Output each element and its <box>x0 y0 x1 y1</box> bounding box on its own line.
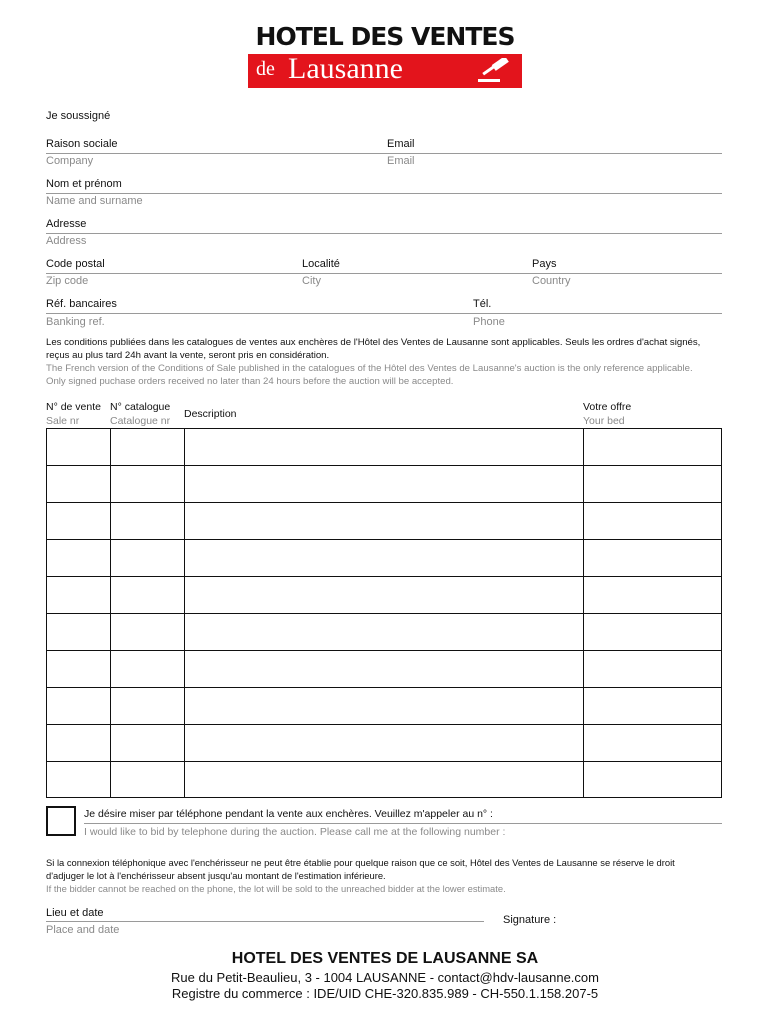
logo-city: Lausanne <box>288 52 403 85</box>
place-date-sub: Place and date <box>46 924 120 936</box>
bank-sub: Banking ref. <box>46 316 105 328</box>
zip-sub: Zip code <box>46 275 89 287</box>
bank-phone-line[interactable] <box>46 313 722 314</box>
col-description-label: Description <box>184 408 237 420</box>
footer-address: Rue du Petit-Beaulieu, 3 - 1004 LAUSANNE - contact@hdv-lausanne.com <box>171 970 599 985</box>
telephone-number-line[interactable] <box>84 823 722 824</box>
notice-fr-line1: Si la connexion téléphonique avec l'enchérisseur ne peut être établie pour quelque raison que ce soit, Hôtel des Ventes de Lausanne se réserve le droit <box>46 857 675 868</box>
col-sale-sub: Sale nr <box>46 415 80 427</box>
col-offer-sub: Your bed <box>583 415 625 427</box>
address-label: Adresse <box>46 218 87 230</box>
bank-label: Réf. bancaires <box>46 298 117 310</box>
table-row-divider <box>47 539 721 540</box>
col-sale-label: N° de vente <box>46 401 101 413</box>
place-date-line[interactable] <box>46 921 484 922</box>
table-row-divider <box>47 502 721 503</box>
company-email-line[interactable] <box>46 153 722 154</box>
company-sub: Company <box>46 155 94 167</box>
col-offer-label: Votre offre <box>583 401 632 413</box>
notice-fr-line2: d'adjuger le lot à l'enchérisseur absent jusqu'au montant de l'estimation inférieure. <box>46 870 386 881</box>
country-sub: Country <box>532 275 571 287</box>
telephone-en: I would like to bid by telephone during the auction. Please call me at the following number : <box>84 826 506 838</box>
conditions-en-line2: Only signed puchase orders received no later than 24 hours before the auction will be accepted. <box>46 376 454 387</box>
logo-de: de <box>256 58 275 80</box>
address-line[interactable] <box>46 233 722 234</box>
address-sub: Address <box>46 235 87 247</box>
telephone-fr: Je désire miser par téléphone pendant la vente aux enchères. Veuillez m'appeler au n° : <box>84 808 493 820</box>
zip-city-country-line[interactable] <box>46 273 722 274</box>
footer-registry: Registre du commerce : IDE/UID CHE-320.835.989 - CH-550.1.158.207-5 <box>171 986 599 1001</box>
conditions-fr-line1: Les conditions publiées dans les catalogues de ventes aux enchères de l'Hôtel des Ventes de Lausanne sont applicables. Seuls les ordres d'achat signés, <box>46 337 701 348</box>
place-date-label: Lieu et date <box>46 907 104 919</box>
company-label: Raison sociale <box>46 138 118 150</box>
telephone-bid-checkbox[interactable] <box>46 806 76 836</box>
phone-label: Tél. <box>473 298 492 310</box>
intro-text: Je soussigné <box>46 110 111 122</box>
gavel-icon <box>476 58 516 84</box>
locality-sub: City <box>302 275 321 287</box>
table-row-divider <box>47 761 721 762</box>
email-sub: Email <box>387 155 415 167</box>
name-sub: Name and surname <box>46 195 143 207</box>
col-catalogue-sub: Catalogue nr <box>110 415 171 427</box>
footer-title: HOTEL DES VENTES DE LAUSANNE SA <box>231 950 539 967</box>
notice-en: If the bidder cannot be reached on the phone, the lot will be sold to the unreached bidder at the lower estimate. <box>46 883 506 894</box>
table-row-divider <box>47 724 721 725</box>
logo-banner <box>248 54 522 88</box>
table-row-divider <box>47 687 721 688</box>
table-row-divider <box>47 465 721 466</box>
zip-label: Code postal <box>46 258 105 270</box>
conditions-en-line1: The French version of the Conditions of Sale published in the catalogues of the Hôtel des Ventes de Lausanne's auction is the only reference applicable. <box>46 363 693 374</box>
notice-fr <box>46 856 675 882</box>
email-label: Email <box>387 138 415 150</box>
col-catalogue-label: N° catalogue <box>110 401 171 413</box>
table-row-divider <box>47 613 721 614</box>
conditions-fr <box>46 336 736 362</box>
table-row-divider <box>47 650 721 651</box>
name-line[interactable] <box>46 193 722 194</box>
table-row-divider <box>47 576 721 577</box>
name-label: Nom et prénom <box>46 178 122 190</box>
bid-table[interactable] <box>46 428 722 798</box>
phone-sub: Phone <box>473 316 505 328</box>
country-label: Pays <box>532 258 557 270</box>
signature-label: Signature : <box>503 914 557 926</box>
conditions-en <box>46 362 736 388</box>
locality-label: Localité <box>302 258 340 270</box>
conditions-fr-line2: reçus au plus tard 24h avant la vente, seront pris en considération. <box>46 350 330 361</box>
logo-title: HOTEL DES VENTES <box>255 22 515 51</box>
